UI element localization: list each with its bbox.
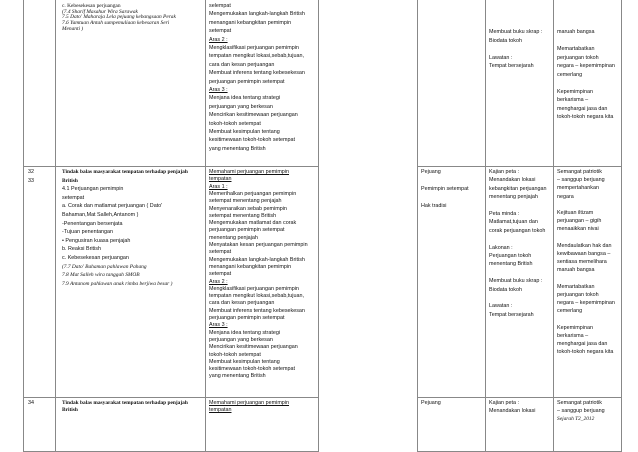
- cell-text-line: Mengemukakan langkah-langkah British: [209, 256, 305, 263]
- cell-text-line: Memahami perjuangan pemimpin: [209, 169, 290, 175]
- week-number: 34: [28, 400, 34, 406]
- cell-text-line: Lawatan :: [489, 54, 513, 61]
- cell-text-line: Mencirikan kesitimewaan perjuangan: [209, 344, 298, 351]
- table-border: [485, 0, 486, 452]
- cell-text-line: corak perjuangan tokoh: [489, 227, 546, 234]
- cell-text-line: setempat menentang British: [209, 212, 277, 219]
- cell-text-line: cemerlang: [557, 308, 583, 315]
- cell-text-line: yang menentang British: [209, 145, 266, 152]
- cell-text-line: Membuat kesimpulan tentang: [209, 358, 280, 365]
- cell-text-line: Tindak balas masyarakat tempatan terhadap penjajah: [62, 400, 188, 406]
- cell-text-line: 7.6 Yamtuan Antah sumpemuliaan kebesaran Seri: [62, 20, 170, 27]
- cell-text-line: Memerihalkan perjuangan pemimpin: [209, 190, 297, 197]
- cell-text-line: Lakonan :: [489, 244, 513, 251]
- cell-text-line: Perjuangan tokoh: [489, 253, 532, 259]
- cell-text-line: a. Corak dan matlamat perjuangan ( Dato': [62, 203, 163, 210]
- cell-text-line: perjuangan pemimpin setempat: [209, 78, 285, 85]
- cell-text-line: perjuangan pemimpin setempat: [209, 227, 285, 234]
- cell-text-line: yang menentang British: [209, 373, 266, 380]
- cell-text-line: kebangkitan perjuangan: [489, 185, 547, 192]
- cell-text-line: Biodata tokoh: [489, 37, 522, 44]
- cell-text-line: Semangat patriotik: [557, 400, 602, 406]
- cell-text-line: Pemimpin setempat: [421, 186, 469, 192]
- cell-text-line: berkarisma –: [557, 333, 589, 339]
- cell-text-line: British: [62, 177, 78, 184]
- cell-text-line: tempatan mengikut lokasi,sebab,tujuan,: [209, 293, 304, 300]
- table-border: [417, 0, 418, 452]
- cell-text-line: perjuangan tokoh: [557, 292, 599, 298]
- cell-text-line: Membuat kesimpulan tentang: [209, 129, 280, 135]
- cell-text-line: menghargai jasa dan: [557, 105, 608, 112]
- cell-text-line: tempatan mengikut lokasi,sebab,tujuan,: [209, 53, 304, 60]
- cell-text-line: c. Kebesekesan perjuangan: [62, 3, 121, 9]
- cell-text-line: Memartabatkan: [557, 283, 595, 290]
- cell-text-line: – sanggup berjuang: [557, 408, 605, 414]
- cell-text-line: setempat: [209, 249, 232, 256]
- cell-text-line: negara: [557, 193, 574, 200]
- cell-text-line: Kajian peta :: [489, 400, 519, 406]
- cell-text-line: selempat: [209, 3, 231, 9]
- cell-text-line: Mengklasifikasi perjuangan pemimpin: [209, 285, 299, 292]
- cell-text-line: menentang penjajah: [209, 234, 258, 241]
- table-border: [417, 397, 622, 398]
- cell-text-line: Mendaulatkan hak dan: [557, 242, 612, 249]
- cell-text-line: negara – kepemimpinan: [557, 63, 615, 69]
- cell-text-line: kewibawaan bangsa –: [557, 251, 611, 257]
- table-border: [553, 0, 554, 452]
- cell-text-line: – sanggup berjuang: [557, 177, 605, 184]
- cell-text-line: sentiasa memelihara: [557, 259, 607, 266]
- cell-text-line: maruah bangsa: [557, 29, 595, 35]
- cell-text-line: Aras 3 :: [209, 87, 228, 93]
- cell-text-line: berkarisma –: [557, 97, 589, 103]
- cell-text-line: Kajian peta :: [489, 169, 519, 175]
- cell-text-line: Tindak balas masyarakat tempatan terhadap penjajah: [62, 169, 188, 175]
- cell-text-line: Memahami perjuangan pemimpin: [209, 400, 290, 406]
- cell-text-line: Matlamat,tujuan dan: [489, 219, 538, 226]
- cell-text-line: (7.7 Dato' Bahaman pahlawan Pahang: [62, 263, 147, 270]
- cell-text-line: Lawatan :: [489, 303, 513, 310]
- cell-text-line: menaaikkan nivai: [557, 226, 599, 233]
- cell-text-line: Bahaman,Mat Salleh,Antanom ): [62, 212, 139, 218]
- cell-text-line: Menandakan lokasi: [489, 408, 536, 414]
- cell-text-line: perjuangan tokoh: [557, 54, 599, 61]
- week-number: 33: [28, 177, 34, 184]
- cell-text-line: setempat: [209, 28, 232, 35]
- cell-text-line: menangani kebangkitan pemimpin: [209, 263, 292, 270]
- cell-text-line: Membuat inferens tentang kebesekesan: [209, 70, 305, 77]
- cell-text-line: Hak tradisi: [421, 203, 447, 209]
- cell-text-line: Aras 1 :: [209, 183, 228, 190]
- cell-text-line: Menjana idea tentang strategi: [209, 329, 281, 336]
- table-border: [417, 166, 622, 167]
- cell-text-line: Aras 2 :: [209, 278, 228, 285]
- cell-text-line: British: [62, 407, 78, 414]
- cell-text-line: Mengklasifikasi perjuangan pemimpin: [209, 45, 299, 51]
- cell-text-line: 7.5 Dato' Maharaja Lela pejuang kebangsaan Perak: [62, 14, 176, 21]
- cell-text-line: tokoh-tokoh negara kita: [557, 349, 614, 356]
- cell-text-line: -Tujuan penentangan: [62, 229, 114, 236]
- cell-text-line: perjuangan pemimpin setempat: [209, 315, 285, 321]
- cell-text-line: Tempat bersejarah: [489, 311, 534, 318]
- cell-text-line: Aras 3 :: [209, 322, 228, 329]
- cell-text-line: perjuangan yang berkesan: [209, 336, 273, 343]
- cell-text-line: setempat: [62, 194, 85, 201]
- cell-text-line: Biodata tokoh: [489, 286, 522, 293]
- cell-text-line: Pejuang: [421, 400, 441, 406]
- cell-text-line: cara dan kesan perjuangan: [209, 300, 275, 307]
- cell-text-line: tokoh-tokoh negara kita: [557, 114, 614, 120]
- cell-text-line: setempat menentang penjajah: [209, 198, 282, 205]
- cell-text-line: (7.4 Sharif Masahur Wira Sarawak: [62, 8, 138, 15]
- cell-text-line: mempertahankan: [557, 185, 599, 192]
- cell-text-line: menentang British: [489, 261, 533, 268]
- cell-text-line: maruah bangsa: [557, 267, 595, 274]
- cell-text-line: 4.1 Perjuangan pemimpin: [62, 186, 124, 193]
- cell-text-line: Pejuang: [421, 169, 441, 175]
- cell-text-line: c. Kebesekesan perjuangan: [62, 255, 129, 261]
- cell-text-line: Kepemimpinan: [557, 324, 593, 331]
- cell-text-line: tempatan: [209, 407, 232, 414]
- cell-text-line: Menjana idea tentang strategi: [209, 95, 281, 102]
- cell-text-line: kesitimewaan tokoh-tokoh setempat: [209, 366, 295, 373]
- cell-text-line: Kepemimpinan: [557, 88, 593, 95]
- cell-text-line: Mencirikan kesitimewaan perjuangan: [209, 112, 298, 119]
- cell-text-line: cemerlang: [557, 71, 583, 78]
- cell-text-line: Menyatakan kesan perjuangan pemimpin: [209, 242, 308, 248]
- cell-text-line: tokoh-tokoh setempat: [209, 351, 261, 358]
- cell-text-line: 7.9 Antanom pahlawan anak rimba berjiwa besar ): [62, 280, 173, 287]
- cell-text-line: negara – kepemimpinan: [557, 300, 615, 307]
- cell-text-line: kesitimewaan tokoh-tokoh setempat: [209, 137, 295, 144]
- cell-text-line: setempat: [209, 271, 232, 278]
- cell-text-line: menangani kebangkitan pemimpin: [209, 19, 292, 26]
- cell-text-line: Sejarah T2_2012: [557, 416, 595, 422]
- cell-text-line: • Pengusiran kuasa penjajah: [62, 237, 131, 244]
- cell-text-line: Kejituan iltizam: [557, 210, 594, 216]
- table-border: [621, 0, 622, 452]
- cell-text-line: Menandakan lokasi: [489, 177, 536, 184]
- cell-text-line: Menanti ): [62, 25, 84, 32]
- cell-text-line: Tempat bersejarah: [489, 63, 534, 69]
- cell-text-line: tokoh-tokoh setempat: [209, 120, 261, 127]
- cell-text-line: Membuat buku skrap :: [489, 29, 543, 35]
- cell-text-line: Memartabatkan: [557, 46, 595, 52]
- cell-text-line: Membuat buku skrap :: [489, 278, 543, 285]
- cell-text-line: Aras 2 :: [209, 36, 228, 43]
- cell-text-line: menentang penjajah: [489, 194, 538, 201]
- cell-text-line: Mengemukakan matlamat dan corak: [209, 220, 297, 227]
- cell-text-line: perjuangan – gigih: [557, 218, 602, 225]
- cell-text-line: Mengemukakan langkah-langkah British: [209, 11, 305, 18]
- cell-text-line: menghargai jasa dan: [557, 341, 608, 348]
- cell-text-line: tempatan: [209, 176, 232, 183]
- cell-text-line: Peta minda :: [489, 211, 520, 217]
- cell-text-line: Menyenaraikan sebab pemimpin: [209, 205, 287, 212]
- cell-text-line: cara dan kesan perjuangan: [209, 61, 275, 68]
- cell-text-line: perjuangan yang berkesan: [209, 103, 273, 110]
- cell-text-line: Membuat inferens tentang kebesekesan: [209, 307, 305, 314]
- cell-text-line: 7.8 Mat Salleh wira tanggah SMOB: [62, 272, 140, 279]
- cell-text-line: b. Reaksi British: [62, 246, 101, 253]
- cell-text-line: -Penentangan bersenjata: [62, 220, 123, 227]
- week-number: 32: [28, 169, 34, 175]
- cell-text-line: Semangat patriotik: [557, 169, 602, 175]
